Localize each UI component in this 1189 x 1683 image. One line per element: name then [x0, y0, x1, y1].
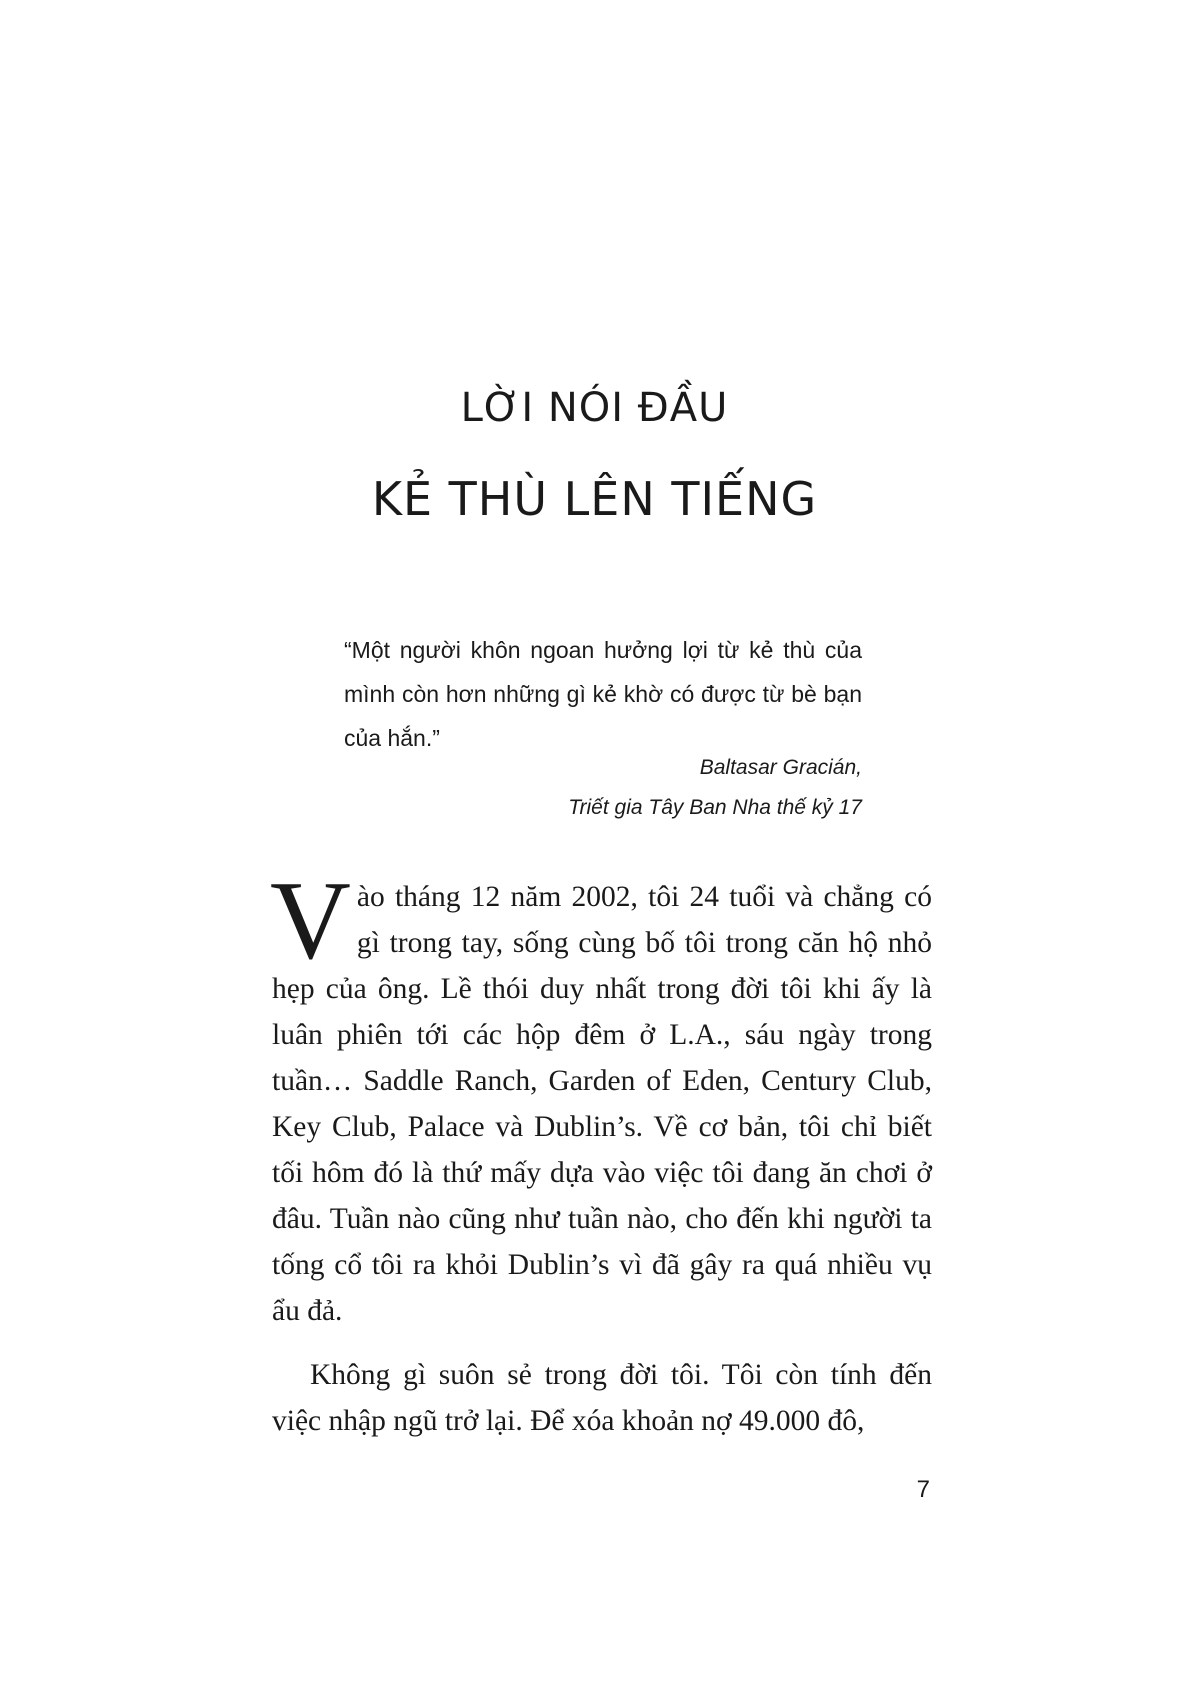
epigraph-quote: “Một người khôn ngoan hưởng lợi từ kẻ thù của mình còn hơn những gì kẻ khờ có được từ bè bạn của hắn.”: [344, 637, 862, 751]
page-number: 7: [916, 1476, 930, 1503]
chapter-label: LỜI NÓI ĐẦU: [460, 385, 729, 431]
paragraph-1: [270, 859, 932, 1334]
epigraph-author: Baltasar Gracián,: [699, 756, 862, 779]
chapter-title: KẺ THÙ LÊN TIẾNG: [371, 472, 818, 526]
epigraph-attribution: [344, 748, 862, 828]
paragraph-1-text: ào tháng 12 năm 2002, tôi 24 tuổi và chẳng có gì trong tay, sống cùng bố tôi trong căn hộ nhỏ hẹp của ông. Lề thói duy nhất trong đời tôi khi ấy là luân phiên tới các hộp đêm ở L.A., sáu ngày trong tuần… Saddle Ranch, Garden of Eden, Century Club, Key Club, Palace và Dublin’s. Về cơ bản, tôi chỉ biết tối hôm đó là thứ mấy dựa vào việc tôi đang ăn chơi ở đâu. Tuần nào cũng như tuần nào, cho đến khi người ta tống cổ tôi ra khỏi Dublin’s vì đã gây ra quá nhiều vụ ẩu đả.: [272, 881, 932, 1327]
body-text: [270, 859, 932, 1444]
paragraph-2: Không gì suôn sẻ trong đời tôi. Tôi còn tính đến việc nhập ngũ trở lại. Để xóa khoản nợ 49.000 đô,: [272, 1359, 932, 1437]
drop-cap: V: [270, 859, 351, 983]
epigraph-author-description: Triết gia Tây Ban Nha thế kỷ 17: [568, 796, 862, 819]
